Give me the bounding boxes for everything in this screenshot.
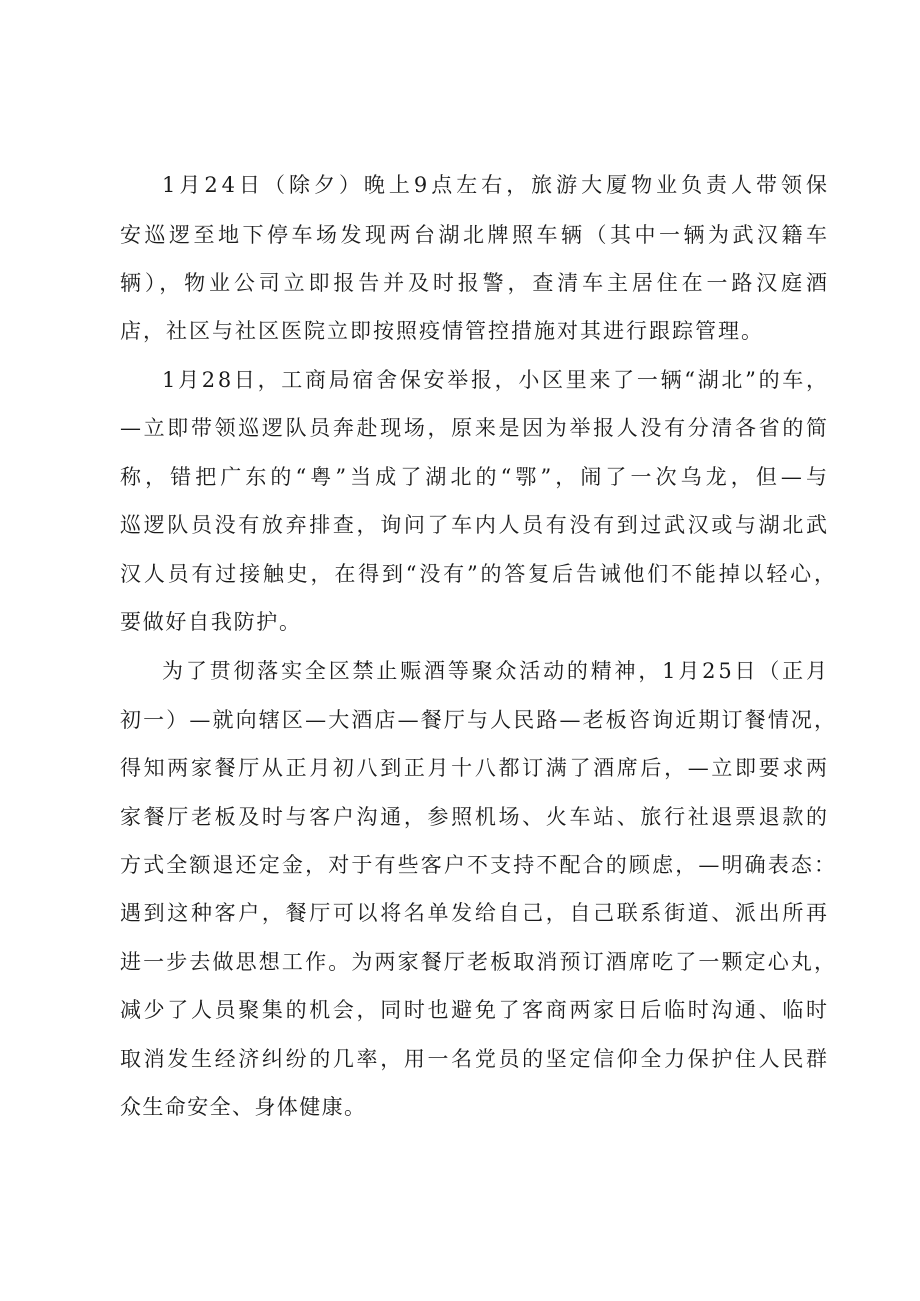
paragraph-2-line-1: 1月28日，工商局宿舍保安举报，小区里来了一辆“湖北”的车， — [162, 368, 830, 392]
paragraph-3-line-8: 减少了人员聚集的机会，同时也避免了客商两家日后临时沟通、临时 — [120, 998, 830, 1022]
paragraph-2-line-3: 称，错把广东的“粤”当成了湖北的“鄂”，闹了一次乌龙，但—与 — [120, 465, 832, 489]
paragraph-2-line-4: 巡逻队员没有放弃排查，询问了车内人员有没有到过武汉或与湖北武 — [120, 513, 830, 537]
paragraph-3-line-10: 众生命安全、身体健康。 — [120, 1095, 367, 1119]
paragraph-2-line-6: 要做好自我防护。 — [120, 610, 302, 634]
paragraph-1-line-3: 辆），物业公司立即报告并及时报警，查清车主居住在一路汉庭酒 — [120, 271, 831, 295]
paragraph-3-line-4: 家餐厅老板及时与客户沟通，参照机场、火车站、旅行社退票退款的 — [120, 805, 830, 829]
paragraph-3-line-5: 方式全额退还定金，对于有些客户不支持不配合的顾虑，—明确表态： — [120, 853, 838, 877]
paragraph-3-line-1: 为了贯彻落实全区禁止赈酒等聚众活动的精神，1月25日（正月 — [162, 659, 830, 683]
paragraph-1-line-2: 安巡逻至地下停车场发现两台湖北牌照车辆（其中一辆为武汉籍车 — [120, 223, 831, 247]
paragraph-3-line-6: 遇到这种客户，餐厅可以将名单发给自己，自己联系街道、派出所再 — [120, 901, 830, 925]
paragraph-2-line-5: 汉人员有过接触史，在得到“没有”的答复后告诫他们不能掉以轻心， — [120, 562, 838, 586]
paragraph-3-line-3: 得知两家餐厅从正月初八到正月十八都订满了酒席后，—立即要求两 — [120, 756, 830, 780]
paragraph-2-line-2: —立即带领巡逻队员奔赴现场，原来是因为举报人没有分清各省的简 — [120, 416, 830, 440]
paragraph-3-line-9: 取消发生经济纠纷的几率，用一名党员的坚定信仰全力保护住人民群 — [120, 1047, 830, 1071]
paragraph-1-line-1: 1月24日（除夕）晚上9点左右，旅游大厦物业负责人带领保 — [162, 173, 831, 197]
paragraph-3-line-2: 初一）—就向辖区—大酒店—餐厅与人民路—老板咨询近期订餐情况， — [120, 708, 838, 732]
paragraph-1-line-4: 店，社区与社区医院立即按照疫情管控措施对其进行跟踪管理。 — [120, 319, 764, 343]
paragraph-3-line-7: 进一步去做思想工作。为两家餐厅老板取消预订酒席吃了一颗定心丸， — [120, 950, 838, 974]
